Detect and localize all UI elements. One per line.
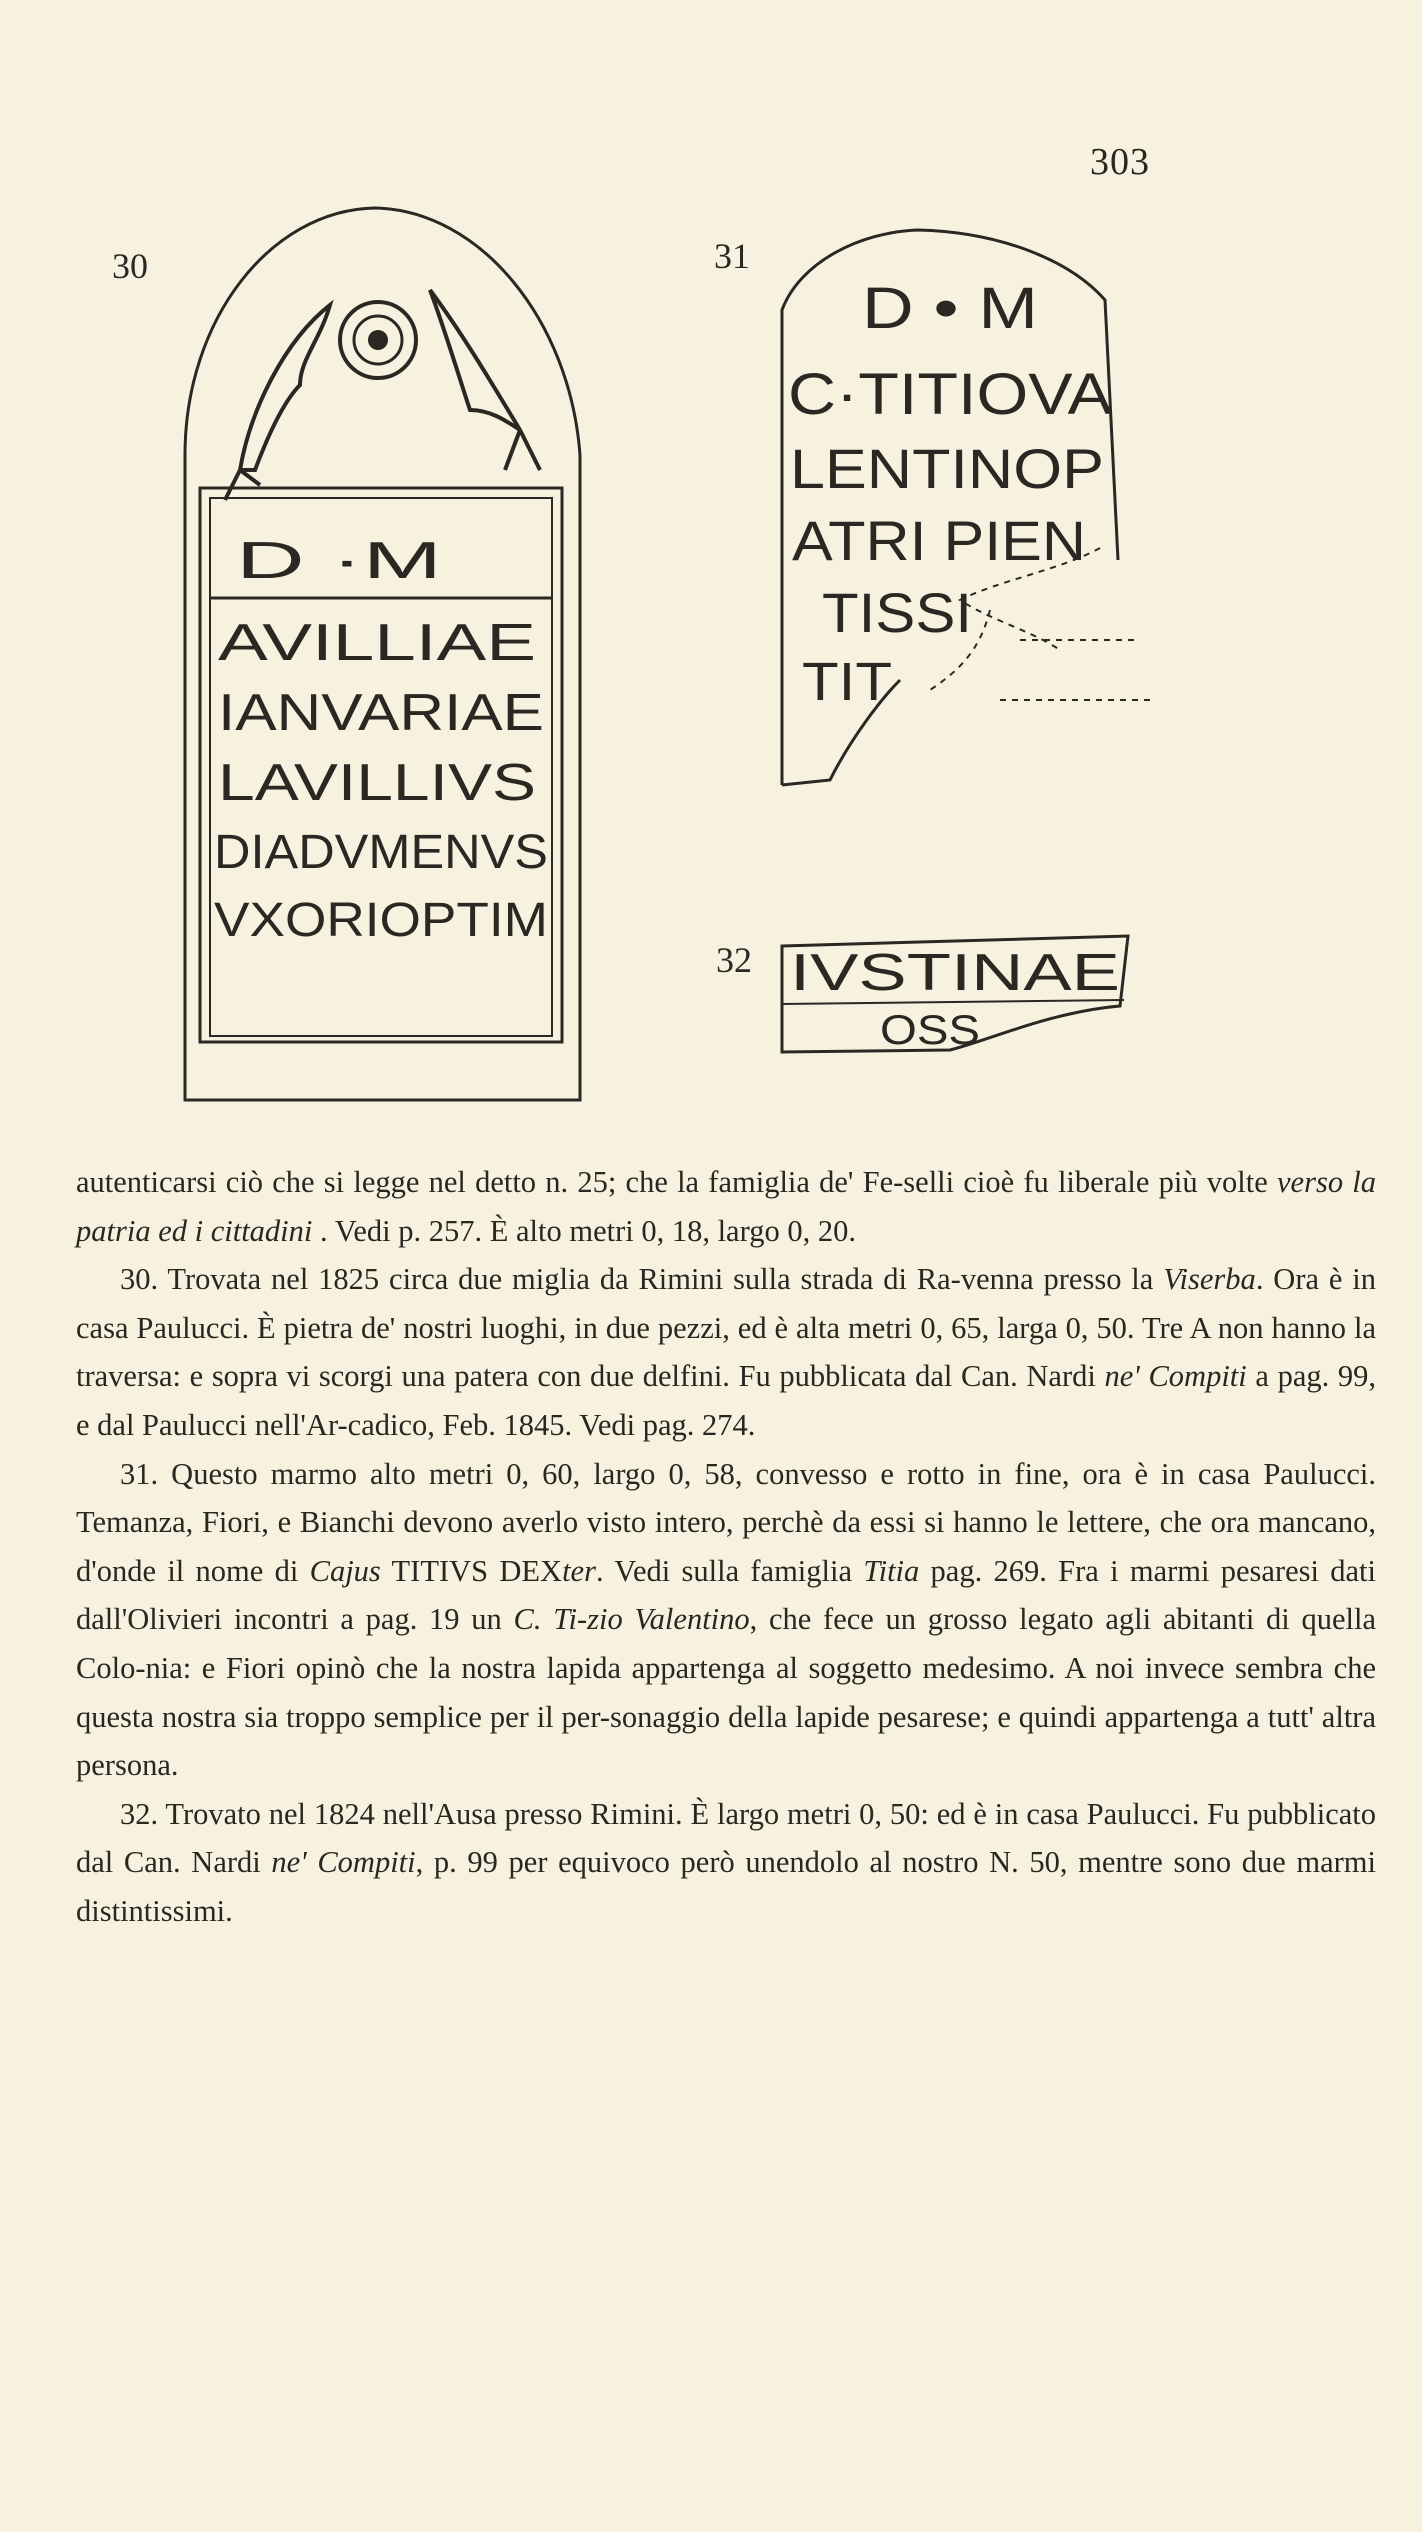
inscription-30-line-1: D ·M (236, 532, 442, 590)
inscription-31-line-5: TISSI (822, 581, 972, 644)
inscription-31-line-6: TIT (802, 652, 892, 712)
paragraph-4-text-end: , p. 99 per equivoco però unendolo al nostro N. 50, mentre sono due marmi distintissimi. (76, 1845, 1376, 1928)
inscription-32-line-2: OSS (880, 1006, 980, 1053)
inscription-31-line-4: ATRI PIEN (792, 509, 1086, 572)
inscription-31-line-2: C·TITIOVA (788, 362, 1113, 427)
paragraph-3-text-end: , che fece un grosso legato agli abitanti di quella Colo-nia: e Fiori opinò che la nostra lapida appartenga al soggetto medesimo. A noi invece sembra che questa nostra sia troppo semplice per il per-sonaggio della lapide pesarese; e quindi appartenga a tutt' altra persona. (76, 1602, 1377, 1783)
dolphin-right-icon (430, 290, 540, 470)
paragraph-1-text-end: . Vedi p. 257. È alto metri 0, 18, largo 0, 20. (312, 1213, 856, 1248)
paragraph-3-italic-titia: Titia (863, 1553, 920, 1588)
inscription-30-line-5: DIADVMENVS (214, 826, 548, 879)
figure-32 (716, 936, 1128, 1053)
paragraph-31 (76, 1450, 1376, 1790)
page-number: 303 (1090, 141, 1150, 183)
paragraph-3-text: 31. Questo marmo alto metri 0, 60, largo 0, 58, convesso e rotto in fine, ora è in casa Paulucci. Temanza, Fiori, e Bianchi devono averlo visto intero, perchè da essi si hanno le lettere, che ora mancano, d'onde il nome di (76, 1456, 1376, 1588)
paragraph-3-text-olivieri: pag. 269. Fra i marmi pesaresi dati dall'Olivieri incontri a pag. 19 un (76, 1553, 1376, 1637)
inscription-30-line-3: IANVARIAE (218, 684, 544, 742)
paragraph-30 (76, 1255, 1376, 1449)
paragraph-29-end (76, 1158, 1376, 1255)
paragraph-4-italic-compiti: ne' Compiti (271, 1845, 416, 1880)
commentary-text (76, 1158, 1376, 1936)
paragraph-3-italic-cajus: Cajus (309, 1553, 381, 1588)
paragraph-1-text: autenticarsi ciò che si legge nel detto n. 25; che la famiglia de' Fe-selli cioè fu liberale più volte (76, 1165, 1277, 1199)
paragraph-2-text: 30. Trovata nel 1825 circa due miglia da Rimini sulla strada di Ra-venna presso la (120, 1262, 1164, 1297)
paragraph-3-italic-tizio: C. Ti-zio Valentino (513, 1602, 750, 1637)
paragraph-2-italic-viserba: Viserba (1163, 1262, 1256, 1297)
inscription-30-line-6: VXORIOPTIM (214, 894, 548, 947)
figure-31 (714, 230, 1150, 785)
paragraph-2-italic-compiti: ne' Compiti (1104, 1359, 1247, 1394)
inscription-30-line-4: LAVILLIVS (218, 754, 536, 812)
paragraph-2-text-mid: . Ora è in casa Paulucci. È pietra de' nostri luoghi, in due pezzi, ed è alta metri 0, 65, larga 0, 50. Tre A non hanno la traversa: e sopra vi scorgi una patera con due delfini. Fu pubblicata dal Can. Nardi (76, 1262, 1376, 1394)
paragraph-4-text: 32. Trovato nel 1824 nell'Ausa presso Rimini. È largo metri 0, 50: ed è in casa Paulucci. Fu pubblicato dal Can. Nardi (76, 1796, 1376, 1880)
inscription-31-line-1: D • M (862, 276, 1038, 341)
figure-32-number: 32 (716, 940, 752, 980)
paragraph-3-text-titius: TITIVS DEX (380, 1553, 563, 1588)
figure-30-number: 30 (112, 246, 148, 286)
paragraph-2-text-end: a pag. 99, e dal Paulucci nell'Ar-cadico, Feb. 1845. Vedi pag. 274. (76, 1359, 1377, 1442)
patera-icon (340, 302, 416, 378)
figure-30 (112, 208, 580, 1100)
inscription-30-line-2: AVILLIAE (218, 614, 536, 672)
paragraph-1-italic: verso la patria ed i cittadini (76, 1165, 1376, 1248)
inscription-31-line-3: LENTINOP (790, 437, 1104, 500)
inscriptions-illustration (0, 0, 1422, 1120)
paragraph-3-text-vedi: . Vedi sulla famiglia (595, 1553, 864, 1588)
paragraph-32 (76, 1790, 1376, 1936)
inscription-32-line-1: IVSTINAE (790, 944, 1120, 1002)
figure-31-number: 31 (714, 236, 750, 276)
dolphin-left-icon (225, 305, 330, 500)
paragraph-3-italic-ter: ter (562, 1553, 596, 1588)
